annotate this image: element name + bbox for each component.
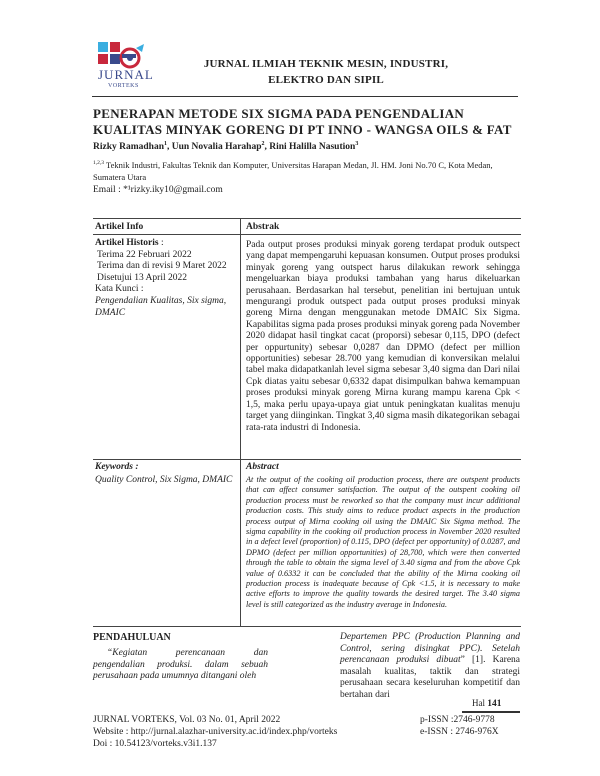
paper-title-line2: KUALITAS MINYAK GORENG DI PT INNO - WANGSA OILS & FAT: [93, 122, 512, 137]
author-3: Rini Halilla Nasution: [269, 142, 356, 153]
e-issn: e-ISSN : 2746-976X: [420, 727, 499, 737]
footer-left: [93, 714, 337, 750]
header-rule: [92, 96, 518, 97]
revised-date: Terima dan di revisi 9 Maret 2022: [97, 261, 227, 272]
doi[interactable]: Doi : 10.54123/vorteks.v3i1.137: [93, 739, 217, 749]
journal-title: [170, 56, 482, 88]
logo-text: JURNAL: [98, 67, 154, 82]
table-column-divider: [240, 218, 241, 626]
keywords-id-label: Kata Kunci :: [95, 284, 144, 295]
article-info: Artikel Historis : Terima 22 Februari 2022 Terima dan di revisi 9 Maret 2022 Disetujui 13 April 2022 Kata Kunci : Pengendalian Kualitas, Six sigma, DMAIC: [95, 238, 235, 319]
column-header-abstract: Abstrak: [246, 222, 280, 232]
column-header-info: Artikel Info: [95, 222, 144, 232]
table-rule-header: [93, 234, 521, 235]
table-rule-top: [93, 218, 521, 219]
accepted-date: Disetujui 13 April 2022: [97, 272, 187, 283]
intro-right-column: Departemen PPC (Production Planning and Control, sering disingkat PPC). Setelah perencanaan produksi dibuat” [1]. Karena masalah kualitas, taktik dan strategi perusahaan secara keseluruhan kompetitif dan bertahan dari: [340, 632, 521, 700]
journal-info: JURNAL VORTEKS, Vol. 03 No. 01, April 2022: [93, 715, 281, 725]
journal-website[interactable]: Website : http://jurnal.alazhar-university.ac.id/index.php/vorteks: [93, 727, 338, 737]
paper-title-line1: PENERAPAN METODE SIX SIGMA PADA PENGENDALIAN: [93, 106, 465, 121]
authors: Rizky Ramadhan$^1$, Uun Novalia Harahap$^2$, Rini Halilla Nasution$^3$: [93, 141, 359, 153]
intro-left-column: “Kegiatan perencanaan dan pengendalian produksi. dalam sebuah perusahaan pada umumnya ditangani oleh: [93, 648, 268, 682]
journal-title-line2: ELEKTRO DAN SIPIL: [268, 74, 384, 86]
abstract-en-label: Abstract: [246, 462, 279, 472]
journal-title-line1: JURNAL ILMIAH TEKNIK MESIN, INDUSTRI,: [203, 58, 449, 70]
page-number-bar: [462, 711, 520, 713]
keywords-en-label: Keywords :: [95, 462, 139, 472]
abstract-indonesian: Pada output proses produksi minyak goreng terdapat produk outspect yang dapat mempengaruhi kepuasan konsumen. Output proses produksi minyak goreng yang outspect harus dilakukan rework sehingga mengeluarkan biaya produksi tambahan yang harus dikeluarkan perusahaan. Berdasarkan hal tersebut, penelitian ini bertujuan untuk mengurangi produk outspect pada output proses produksi minyak goreng Mirna dengan menggunakan metode DMAIC Six Sigma. Kapabilitas sigma pada proses produksi minyak goreng pada November 2020 didapat hasil tingkat cacat (proporsi) sebesar 0,115, DPO (defect per oppurtunity) sebesar 0,0287 dan DPMO (defect per million opportunities) sebesar 28.700 yang kemudian di konversikan melalui tabel maka didapatkanlah level sigma sebesar 3,40 sigma dan Dari nilai Cpk diatas yaitu sebesar 0,6332 dapat disimpulkan bahwa kemampuan proses produksi minyak goreng Mirna kurang mampu karena Cpk < 1,5, maka perlu upaya-upaya giat untuk peningkatan kualitas menuju target yang diinginkan. Tingkat 3,40 sigma masih dikategorikan sebagai rata-rata industri di Indonesia.: [246, 240, 520, 433]
section-heading-introduction: PENDAHULUAN: [93, 632, 171, 643]
history-label: Artikel Historis: [95, 238, 159, 248]
keywords-en: Quality Control, Six Sigma, DMAIC: [95, 475, 233, 485]
journal-logo: [92, 40, 158, 96]
author-1: Rizky Ramadhan: [93, 142, 164, 153]
received-date: Terima 22 Februari 2022: [97, 249, 192, 260]
affiliation: $^{1,2,3}$ Teknik Industri, Fakultas Teknik dan Komputer, Universitas Harapan Medan, Jl. HM. Joni No.70 C, Kota Medan, Sumatera Utara: [93, 159, 493, 182]
table-rule-mid: [93, 459, 521, 460]
p-issn: p-ISSN :2746-9778: [420, 715, 495, 725]
page-number: Hal 141: [472, 698, 502, 709]
logo-subtext: VORTEKS: [108, 83, 139, 89]
footer-right: [420, 714, 499, 738]
author-email[interactable]: Email : *¹rizky.iky10@gmail.com: [93, 185, 223, 195]
keywords-id: Pengendalian Kualitas, Six sigma, DMAIC: [95, 295, 227, 318]
table-rule-bottom: [93, 626, 521, 627]
paper-title: [93, 106, 523, 138]
abstract-english: At the output of the cooking oil production process, there are outspent products that can affect consumer satisfaction. The output of the outspent cooking oil production process must be reworked so that the company must incur additional production costs. This study aims to reduce product aspects in the production process output of Mirna cooking oil using the DMAIC Six Sigma method. The sigma capability in the cooking oil production process in November 2020 resulted in a defect level (proportion) of 0.115, DPO (defect per opportunity) of 0.0287, and DPMO (defect per million opportunities) of 28,700, which were then converted through the table to obtain the sigma level of 3.40 sigma and from the above Cpk value of 0.6332 it can be concluded that the ability of the Mirna cooking oil production process is inadequate because of Cpk <1.5, it is necessary to make active efforts to improve the quality towards the desired target. The 3.40 sigma level is still categorized as the industry average in Indonesia.: [246, 475, 520, 609]
author-2: Uun Novalia Harahap: [171, 142, 262, 153]
